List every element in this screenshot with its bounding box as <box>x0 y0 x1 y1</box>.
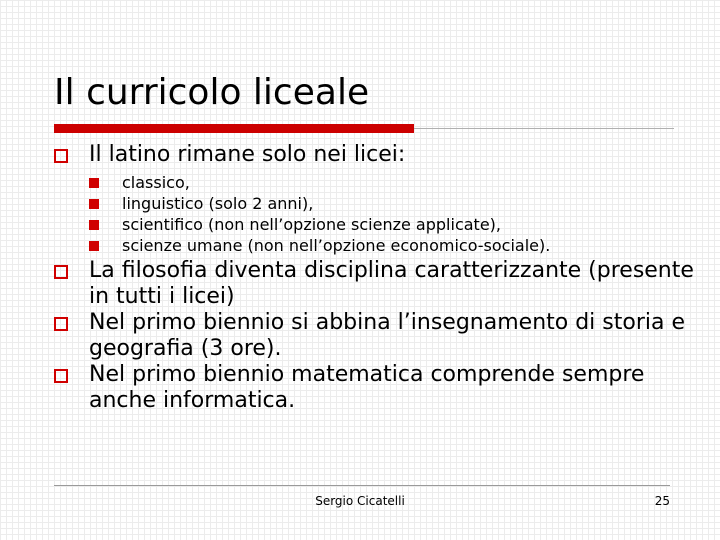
title-divider-line <box>414 128 674 129</box>
bullet-text: Nel primo biennio matematica comprende sempre anche informatica. <box>89 362 645 413</box>
sub-bullet-text: scienze umane (non nell’opzione economico-sociale). <box>122 236 551 255</box>
sub-bullet-list <box>89 172 694 256</box>
filled-square-bullet-icon <box>89 220 99 230</box>
sub-bullet-text: linguistico (solo 2 anni), <box>122 194 314 213</box>
hollow-square-bullet-icon <box>54 369 68 383</box>
title-accent-rule <box>54 124 414 133</box>
filled-square-bullet-icon <box>89 178 99 188</box>
sub-bullet-text: classico, <box>122 173 190 192</box>
bullet-text: Il latino rimane solo nei licei: <box>89 142 406 167</box>
filled-square-bullet-icon <box>89 241 99 251</box>
sub-bullet-item <box>89 235 694 256</box>
bullet-item <box>54 310 694 362</box>
slide-content <box>54 140 694 414</box>
bullet-text: Nel primo biennio si abbina l’insegnamento di storia e geografia (3 ore). <box>89 310 685 361</box>
sub-bullet-item <box>89 193 694 214</box>
sub-bullet-item <box>89 214 694 235</box>
hollow-square-bullet-icon <box>54 265 68 279</box>
footer-divider-line <box>54 485 670 486</box>
bullet-item <box>54 142 694 168</box>
sub-bullet-item <box>89 172 694 193</box>
hollow-square-bullet-icon <box>54 317 68 331</box>
sub-bullet-text: scientifico (non nell’opzione scienze applicate), <box>122 215 501 234</box>
filled-square-bullet-icon <box>89 199 99 209</box>
bullet-item <box>54 362 694 414</box>
footer-author: Sergio Cicatelli <box>315 494 405 508</box>
slide-number: 25 <box>654 494 670 508</box>
bullet-item <box>54 258 694 310</box>
hollow-square-bullet-icon <box>54 149 68 163</box>
slide-title: Il curricolo liceale <box>54 72 370 113</box>
bullet-text: La filosofia diventa disciplina caratterizzante (presente in tutti i licei) <box>89 258 694 309</box>
